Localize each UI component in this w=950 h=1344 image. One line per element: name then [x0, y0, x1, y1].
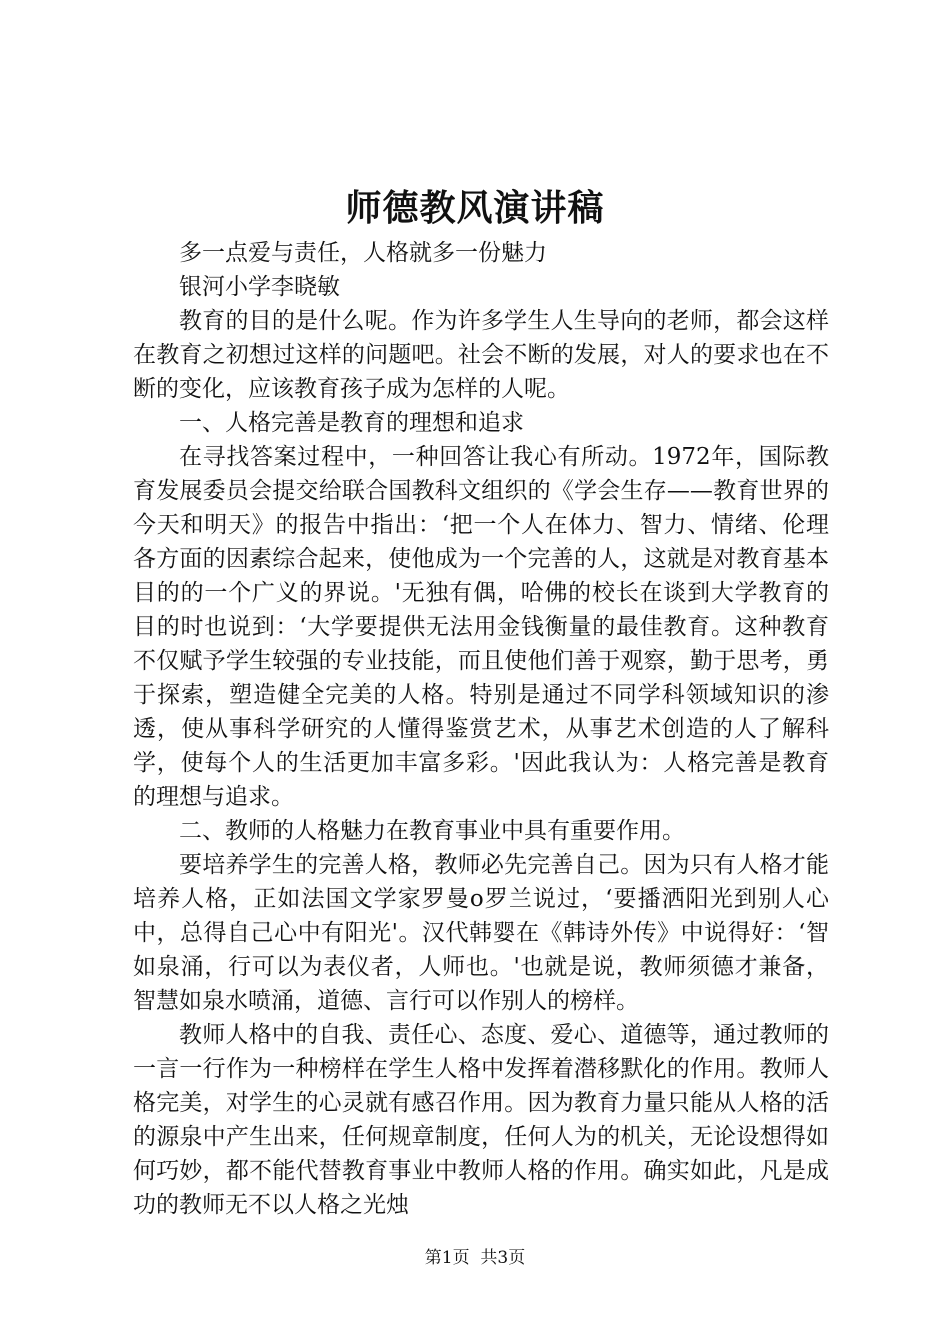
document-title: 师德教风演讲稿: [345, 187, 605, 229]
subtitle-paragraph: 多一点爱与责任，人格就多一份魅力: [179, 240, 547, 266]
document-body: [133, 236, 829, 1222]
body-paragraph: 要培养学生的完善人格，教师必先完善自己。因为只有人格才能培养人格，正如法国文学家罗曼o罗兰说过，‘要播洒阳光到别人心中，总得自己心中有阳光'。汉代韩婴在《韩诗外传》中说得好：‘智如泉涌，行可以为表仪者，人师也。'也就是说，教师须德才兼备，智慧如泉水喷涌，道德、言行可以作别人的榜样。: [133, 852, 829, 1014]
section-heading: 二、教师的人格魅力在教育事业中具有重要作用。: [179, 818, 685, 844]
footer-separator: [470, 1248, 481, 1268]
body-paragraph: 教师人格中的自我、责任心、态度、爱心、道德等，通过教师的一言一行作为一种榜样在学生人格中发挥着潜移默化的作用。教师人格完美，对学生的心灵就有感召作用。因为教育力量只能从人格的活的源泉中产生出来，任何规章制度，任何人为的机关，无论设想得如何巧妙，都不能代替教育事业中教师人格的作用。确实如此，凡是成功的教师无不以人格之光烛: [133, 1022, 829, 1218]
page-number: 第1页: [424, 1248, 470, 1268]
body-paragraph: 教育的目的是什么呢。作为许多学生人生导向的老师，都会这样在教育之初想过这样的问题吧。社会不断的发展，对人的要求也在不断的变化，应该教育孩子成为怎样的人呢。: [133, 308, 829, 402]
section-heading: 一、人格完善是教育的理想和追求: [179, 410, 524, 436]
author-paragraph: 银河小学李晓敏: [179, 274, 340, 300]
page-total: 共3页: [480, 1248, 526, 1268]
body-paragraph: 在寻找答案过程中，一种回答让我心有所动。1972年，国际教育发展委员会提交给联合国教科文组织的《学会生存——教育世界的今天和明天》的报告中指出：‘把一个人在体力、智力、情绪、伦理各方面的因素综合起来，使他成为一个完善的人，这就是对教育基本目的的一个广义的界说。'无独有偶，哈佛的校长在谈到大学教育的目的时也说到：‘大学要提供无法用金钱衡量的最佳教育。这种教育不仅赋予学生较强的专业技能，而且使他们善于观察，勤于思考，勇于探索，塑造健全完美的人格。特别是通过不同学科领域知识的渗透，使从事科学研究的人懂得鉴赏艺术，从事艺术创造的人了解科学，使每个人的生活更加丰富多彩。'因此我认为：人格完善是教育的理想与追求。: [133, 444, 829, 810]
page-footer: [0, 1246, 950, 1270]
